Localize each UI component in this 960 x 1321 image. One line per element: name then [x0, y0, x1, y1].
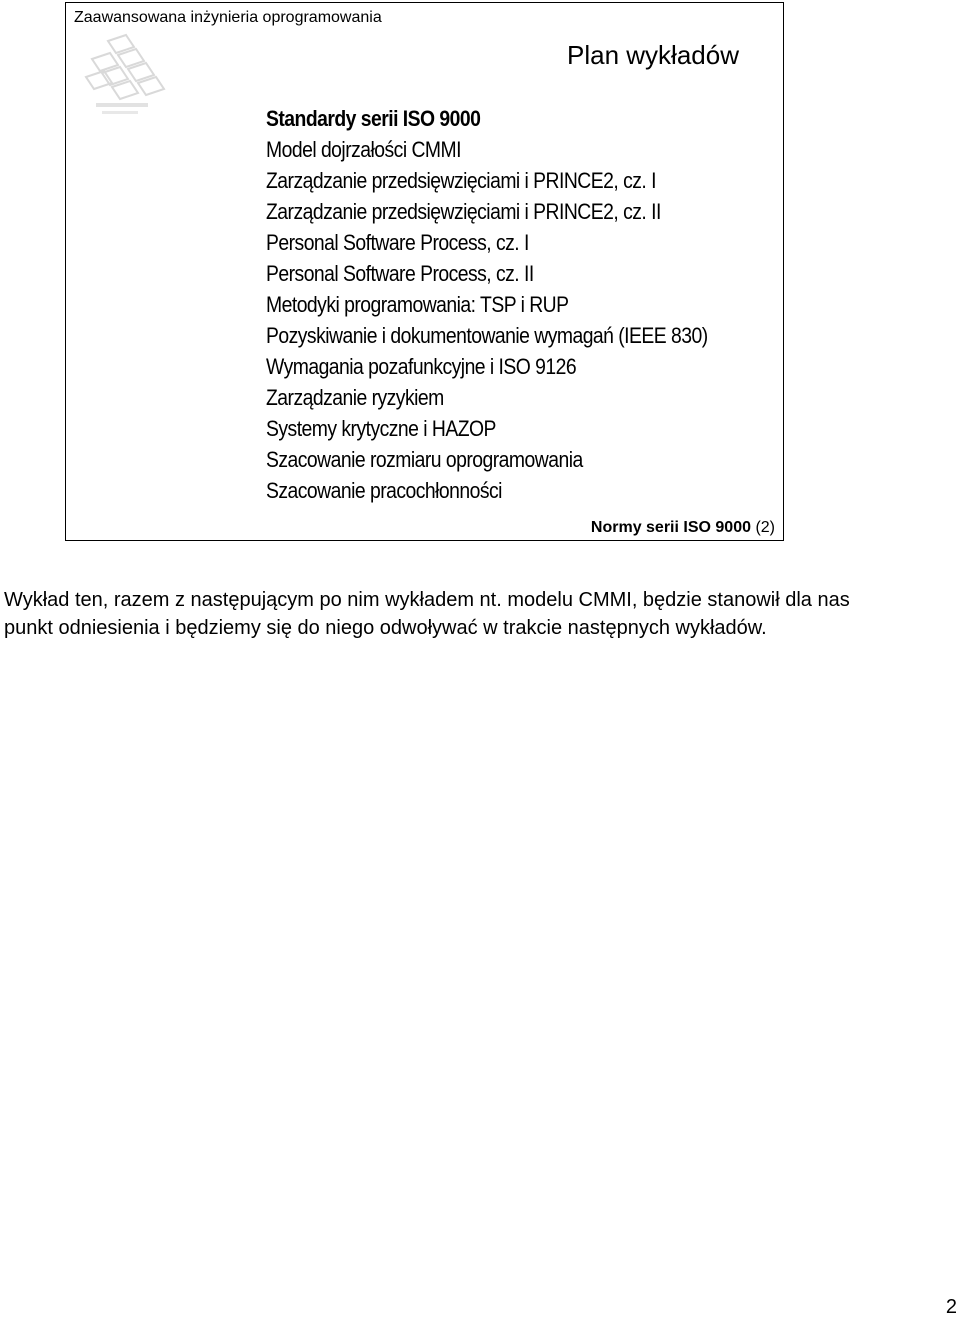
topic-item: Personal Software Process, cz. I — [266, 230, 529, 255]
page-number: 2 — [945, 1296, 957, 1318]
topic-item: Metodyki programowania: TSP i RUP — [266, 292, 569, 317]
topic-item: Wymagania pozafunkcyjne i ISO 9126 — [266, 354, 577, 379]
topic-item: Pozyskiwanie i dokumentowanie wymagań (IEEE 830) — [266, 323, 708, 348]
slide-footer-title: Normy serii ISO 9000 — [590, 519, 751, 536]
grid-logo-icon — [78, 33, 178, 123]
topic-item: Personal Software Process, cz. II — [266, 261, 534, 286]
topic-item: Systemy krytyczne i HAZOP — [266, 416, 496, 441]
lecture-topic-list — [266, 103, 708, 506]
topic-item: Model dojrzałości CMMI — [266, 137, 461, 162]
slide-frame — [65, 2, 784, 541]
topic-item: Zarządzanie przedsięwzięciami i PRINCE2, cz. I — [266, 168, 656, 193]
slide-footer-number: (2) — [751, 519, 775, 536]
topic-item: Zarządzanie przedsięwzięciami i PRINCE2, cz. II — [266, 199, 661, 224]
slide-heading: Plan wykładów — [567, 40, 739, 70]
topic-item: Szacowanie rozmiaru oprogramowania — [266, 447, 583, 472]
topic-item: Szacowanie pracochłonności — [266, 478, 502, 503]
course-title: Zaawansowana inżynieria oprogramowania — [74, 9, 382, 26]
topic-item: Standardy serii ISO 9000 — [266, 106, 481, 131]
slide-footer — [591, 519, 775, 537]
lecture-notes: Wykład ten, razem z następującym po nim wykładem nt. modelu CMMI, będzie stanowił dla nas punkt odniesienia i będziemy się do niego odwoływać w trakcie następnych wykładów. — [4, 589, 850, 639]
topic-item: Zarządzanie ryzykiem — [266, 385, 444, 410]
